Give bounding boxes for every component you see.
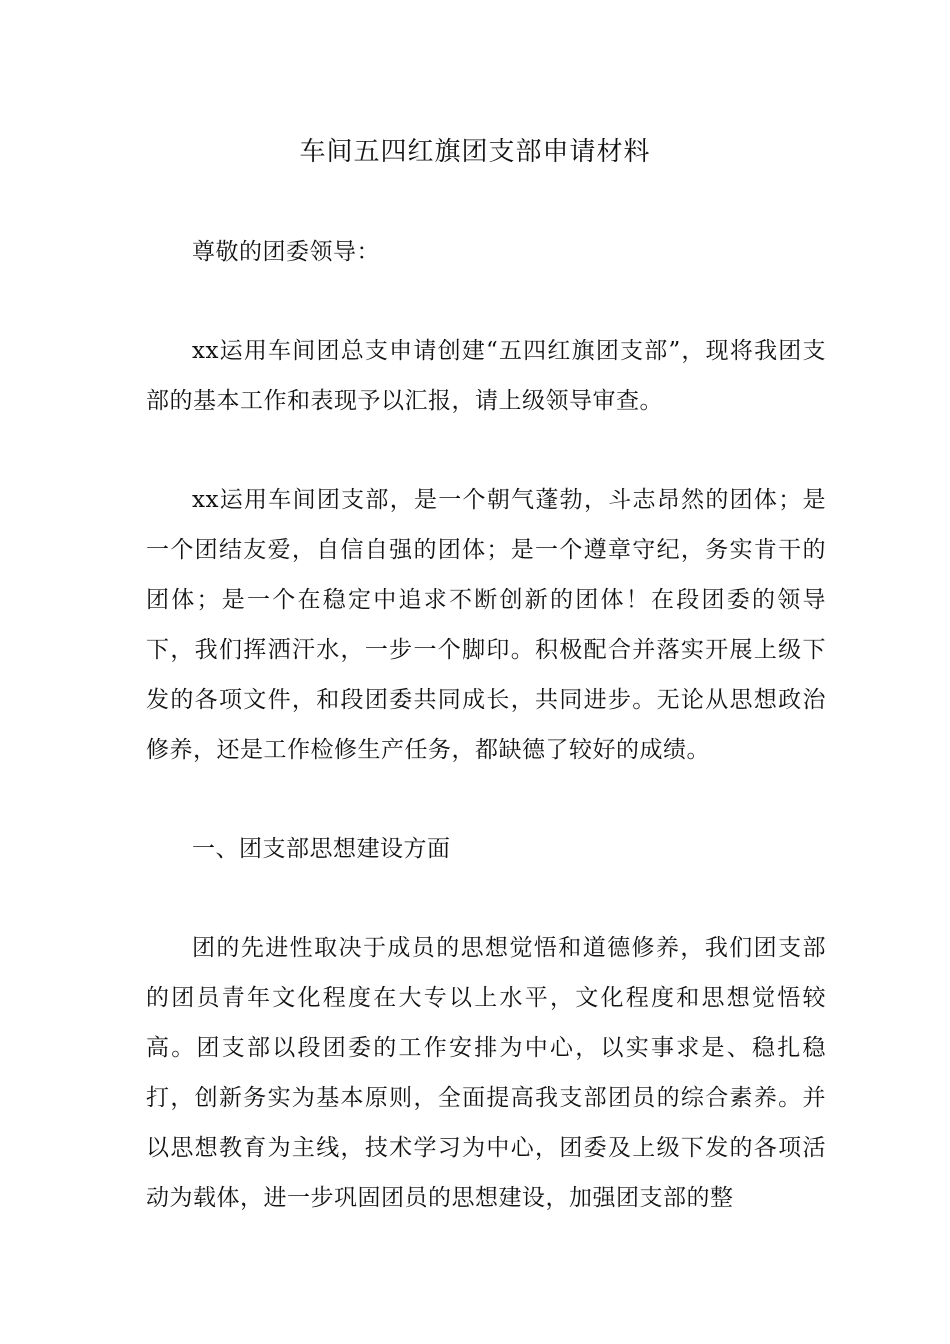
- document-title: 车间五四红旗团支部申请材料: [299, 137, 651, 167]
- intro-paragraph: xx运用车间团总支申请创建“五四红旗团支部”，现将我团支部的基本工作和表现予以汇报，请上级领导审查。: [146, 338, 826, 414]
- section-heading: 一、团支部思想建设方面: [192, 836, 451, 862]
- salutation: 尊敬的团委领导：: [192, 239, 380, 265]
- overview-paragraph: xx运用车间团支部，是一个朝气蓬勃，斗志昂然的团体；是一个团结友爱，自信自强的团体；是一个遵章守纪，务实肯干的团体；是一个在稳定中追求不断创新的团体！在段团委的领导下，我们挥洒汗水，一步一个脚印。积极配合并落实开展上级下发的各项文件，和段团委共同成长，共同进步。无论从思想政治修养，还是工作检修生产任务，都缺德了较好的成绩。: [146, 487, 826, 763]
- section-body-paragraph: 团的先进性取决于成员的思想觉悟和道德修养，我们团支部的团员青年文化程度在大专以上水平，文化程度和思想觉悟较高。团支部以段团委的工作安排为中心，以实事求是、稳扎稳打，创新务实为基本原则，全面提高我支部团员的综合素养。并以思想教育为主线，技术学习为中心，团委及上级下发的各项活动为载体，进一步巩固团员的思想建设，加强团支部的整: [146, 935, 826, 1211]
